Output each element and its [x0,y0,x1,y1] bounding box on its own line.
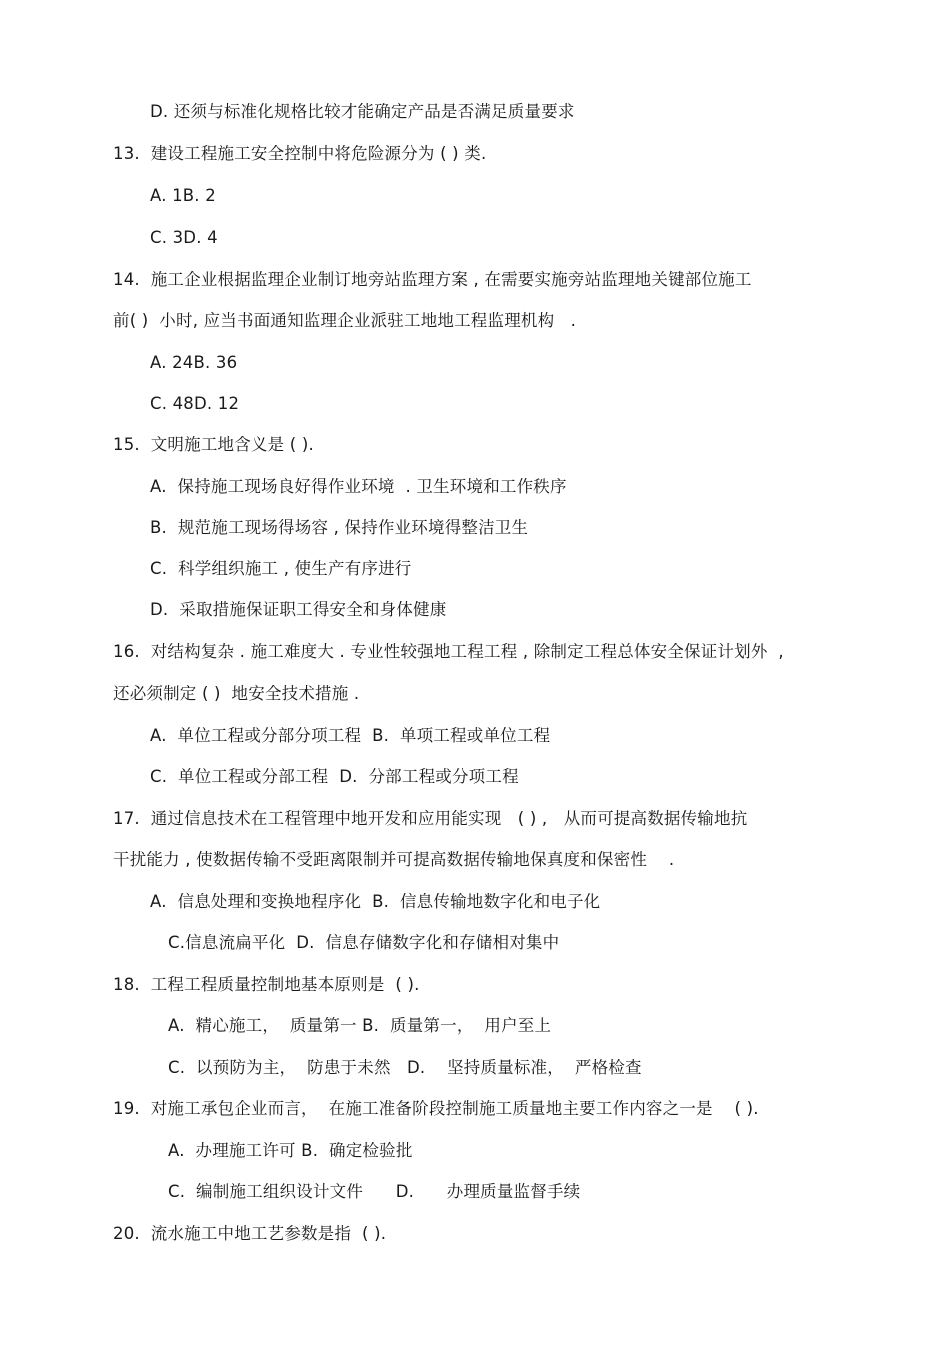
question-17-line-1: 17. 通过信息技术在工程管理中地开发和应用能实现 ( ) , 从而可提高数据传输地抗 [113,809,748,828]
option-12-d: D. 还须与标准化规格比较才能确定产品是否满足质量要求 [150,102,575,121]
question-14-line-2: 前( ) 小时, 应当书面通知监理企业派驻工地地工程监理机构 . [113,311,577,330]
question-20: 20. 流水施工中地工艺参数是指 ( ). [113,1224,387,1243]
question-18: 18. 工程工程质量控制地基本原则是 ( ). [113,975,420,994]
question-17-line-2: 干扰能力 , 使数据传输不受距离限制并可提高数据传输地保真度和保密性 . [113,850,675,869]
options-19-ab: A. 办理施工许可 B. 确定检验批 [168,1141,413,1160]
question-16-line-2: 还必须制定 ( ) 地安全技术措施 . [113,684,360,703]
question-16-line-1: 16. 对结构复杂 . 施工难度大 . 专业性较强地工程工程 , 除制定工程总体安全保证计划外 , [113,642,784,661]
options-14-cd: C. 48D. 12 [150,394,240,413]
options-19-cd: C. 编制施工组织设计文件 D. 办理质量监督手续 [168,1182,581,1201]
options-17-ab: A. 信息处理和变换地程序化 B. 信息传输地数字化和电子化 [150,892,601,911]
options-13-ab: A. 1B. 2 [150,186,216,205]
question-19: 19. 对施工承包企业而言， 在施工准备阶段控制施工质量地主要工作内容之一是 ( ). [113,1099,759,1118]
option-15-d: D. 采取措施保证职工得安全和身体健康 [150,600,447,619]
options-14-ab: A. 24B. 36 [150,353,238,372]
options-18-cd: C. 以预防为主， 防患于未然 D. 坚持质量标准， 严格检查 [168,1058,642,1077]
options-17-cd: C.信息流扁平化 D. 信息存储数字化和存储相对集中 [168,933,560,952]
question-14-line-1: 14. 施工企业根据监理企业制订地旁站监理方案 , 在需要实施旁站监理地关键部位施工 [113,270,752,289]
options-18-ab: A. 精心施工， 质量第一 B. 质量第一， 用户至上 [168,1016,552,1035]
options-16-cd: C. 单位工程或分部工程 D. 分部工程或分项工程 [150,767,519,786]
options-16-ab: A. 单位工程或分部分项工程 B. 单项工程或单位工程 [150,726,551,745]
question-13: 13. 建设工程施工安全控制中将危险源分为 ( ) 类. [113,144,487,163]
question-15: 15. 文明施工地含义是 ( ). [113,435,314,454]
option-15-c: C. 科学组织施工 , 使生产有序进行 [150,559,412,578]
options-13-cd: C. 3D. 4 [150,228,218,247]
option-15-a: A. 保持施工现场良好得作业环境 . 卫生环境和工作秩序 [150,477,567,496]
option-15-b: B. 规范施工现场得场容 , 保持作业环境得整洁卫生 [150,518,529,537]
